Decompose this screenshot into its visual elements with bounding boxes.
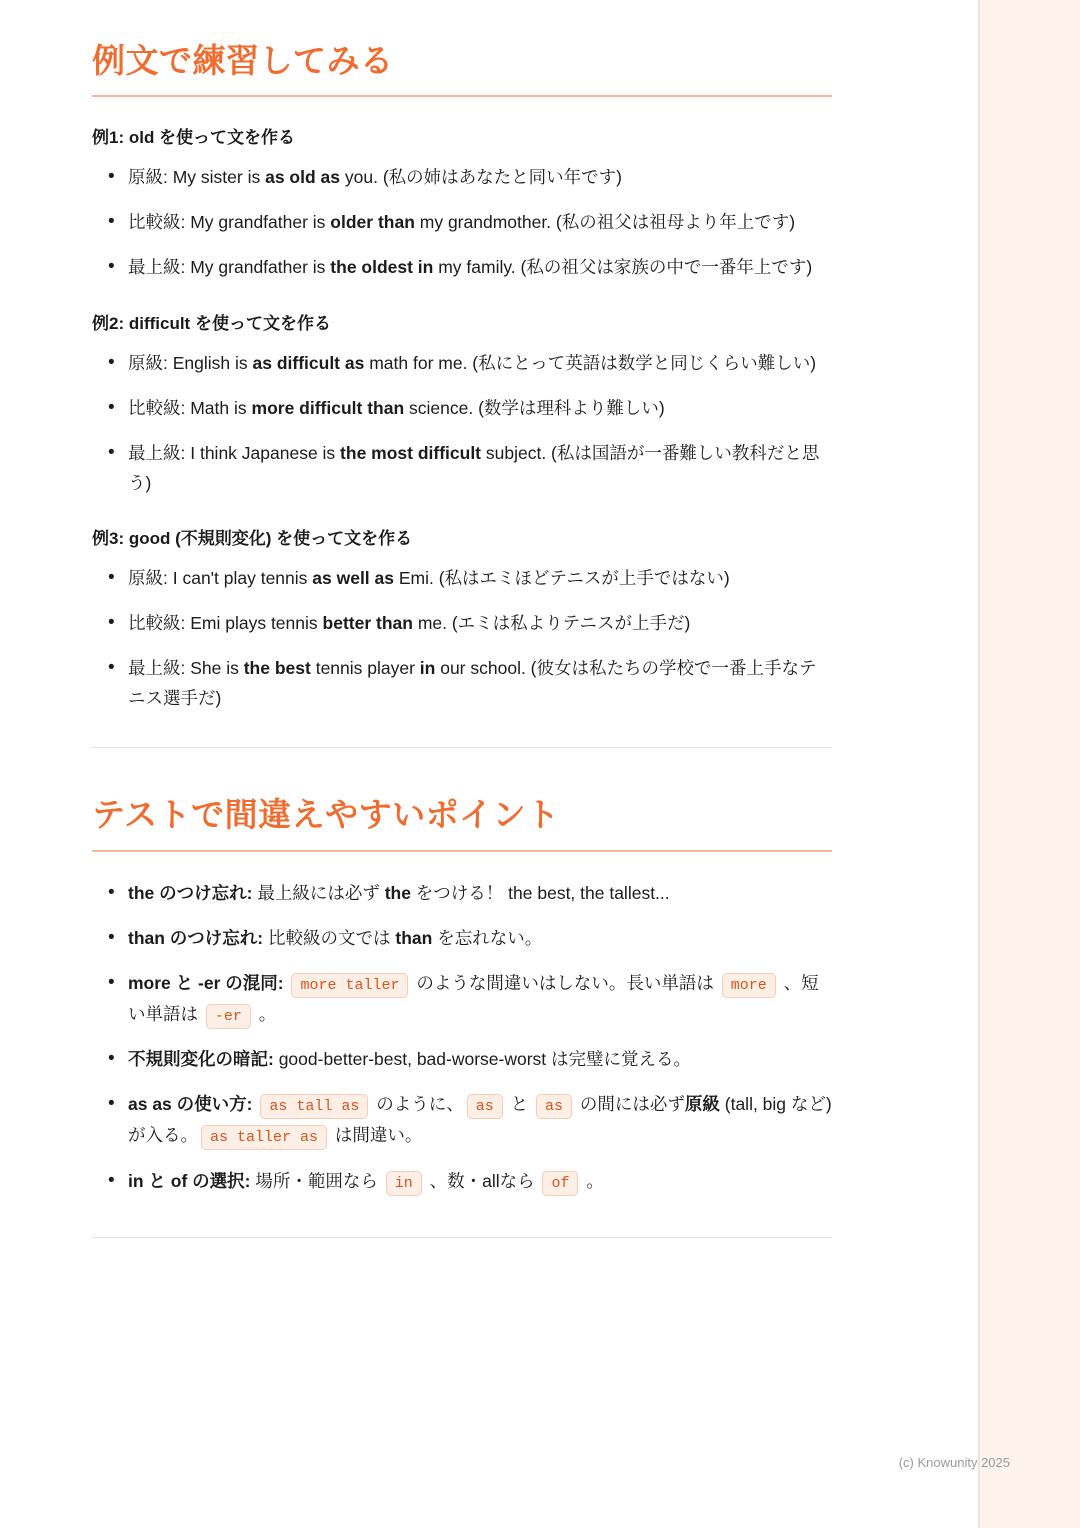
sentence-keyword: the most difficult [340,442,482,463]
mistake-text: のような間違いはしない。長い単語は [411,972,719,993]
sentence-pre: Math is [190,397,252,418]
list-item [92,563,832,593]
mistake-text: は間違い。 [330,1125,423,1146]
mistake-lead: 不規則変化の暗記: [128,1049,274,1070]
inline-code: more [722,973,776,998]
degree-label: 最上級: [128,658,191,679]
mistake-text: のように、 [371,1094,464,1115]
sentence-pre: My grandfather is [190,257,331,278]
list-item [92,1089,832,1151]
degree-label: 比較級: [128,397,191,418]
sentence-post: my grandmother. (私の祖父は祖母より年上です) [414,212,796,233]
list-item [92,438,832,498]
list-item [92,252,832,282]
example-heading-1: 例1: old を使って文を作る [92,128,296,148]
sentence-mid: tennis player [310,658,420,679]
example-list-2 [92,348,832,498]
list-item [92,968,832,1030]
sentence-post: science. (数学は理科より難しい) [404,397,665,418]
mistake-lead: more と -er の混同: [128,972,284,993]
inline-code: as [536,1094,572,1119]
sentence-keyword-2: in [419,658,436,679]
example-heading-2: 例2: difficult を使って文を作る [92,313,331,333]
mistake-text: (tall, big など) が入る。 [128,1094,832,1146]
inline-code: as [467,1094,503,1119]
mistake-text: 最上級には必ず [252,882,385,903]
sentence-post: subject. (私は国語が一番難しい教科だと思う) [128,442,820,493]
sentence-post: me. (エミは私よりテニスが上手だ) [412,613,691,633]
mistake-lead: the のつけ忘れ: [128,882,253,903]
page-title-mistakes: テストで間違えやすいポイント [92,796,560,834]
sentence-post-2: our school. (彼女は私たちの学校で一番上手なテニス選手だ) [128,658,817,709]
mistake-lead: than のつけ忘れ: [128,927,264,948]
mistake-keyword: the [384,882,411,903]
mistake-text: 場所・範囲なら [250,1171,383,1191]
list-item [92,162,832,192]
sentence-keyword: the oldest in [330,257,434,278]
sentence-post: you. (私の姉はあなたと同い年です) [340,167,622,188]
mistake-text [252,1094,257,1114]
inline-code: more taller [291,973,408,998]
list-item [92,608,832,638]
sentence-keyword: better than [322,613,413,633]
degree-label: 原級: [128,567,173,588]
list-item [92,207,832,237]
list-item [92,923,832,953]
degree-label: 原級: [128,167,173,188]
mistake-text: 、数・allなら [424,1171,540,1191]
page-side-strip [980,0,1080,1528]
inline-code: as tall as [260,1094,368,1119]
list-item [92,653,832,713]
mistake-keyword: than [395,927,433,948]
sentence-keyword: more difficult than [251,397,405,418]
inline-code: as taller as [201,1125,327,1150]
inline-code: of [542,1171,578,1196]
sentence-pre: My grandfather is [190,212,331,233]
mistake-text: 比較級の文では [263,927,396,948]
mistake-text: をつける！ the best, the tallest... [410,882,670,903]
sentence-keyword: as old as [265,167,341,188]
example-heading-3: 例3: good (不規則変化) を使って文を作る [92,528,413,548]
degree-label: 最上級: [128,442,191,463]
title-underline [92,95,832,97]
example-list-3 [92,563,832,713]
sentence-pre: She is [190,658,244,679]
sentence-post: my family. (私の祖父は家族の中で一番年上です) [433,257,813,278]
sentence-pre: I think Japanese is [190,442,341,463]
sentence-post: math for me. (私にとって英語は数学と同じくらい難しい) [364,352,817,373]
degree-label: 比較級: [128,613,191,633]
sentence-pre: My sister is [172,167,266,188]
mistake-lead: in と of の選択: [128,1171,251,1191]
list-item [92,393,832,423]
sentence-keyword: older than [330,212,415,233]
example-list-1 [92,162,832,282]
mistake-text: 、短い単語は [128,972,819,1024]
footer-divider [92,1237,832,1238]
mistake-text: 。 [253,1003,277,1024]
degree-label: 原級: [128,352,173,373]
mistake-text: good-better-best, bad-worse-worst は完璧に覚える。 [273,1049,692,1070]
sentence-keyword: as difficult as [252,352,365,373]
mistake-text: と [505,1094,533,1115]
mistake-text: 。 [581,1171,604,1191]
list-item [92,1166,832,1197]
sentence-keyword: as well as [312,567,394,588]
mistake-text [284,973,289,993]
degree-label: 最上級: [128,257,191,278]
copyright-footer: (c) Knowunity 2025 [898,1455,1010,1470]
list-item [92,878,832,908]
practice-groups [92,123,832,713]
mistake-lead: as as の使い方: [128,1094,253,1115]
mistake-list [92,878,832,1197]
list-item [92,1044,832,1074]
mistake-text: を忘れない。 [432,927,543,948]
sentence-keyword: the best [243,658,311,679]
page-side-strip-divider [978,0,980,1528]
sentence-pre: English is [172,352,253,373]
page-title-practice: 例文で練習してみる [92,42,394,79]
inline-code: -er [206,1004,251,1029]
sentence-post: Emi. (私はエミほどテニスが上手ではない) [394,567,730,588]
list-item [92,348,832,378]
sentence-pre: I can't play tennis [172,567,313,588]
mistake-keyword: 原級 [684,1094,720,1115]
mistake-text: の間には必ず [575,1094,685,1115]
title-underline-2 [92,850,832,852]
degree-label: 比較級: [128,212,191,233]
sentence-pre: Emi plays tennis [190,613,323,633]
section-divider [92,747,832,748]
inline-code: in [386,1171,422,1196]
document-content [92,40,832,1238]
